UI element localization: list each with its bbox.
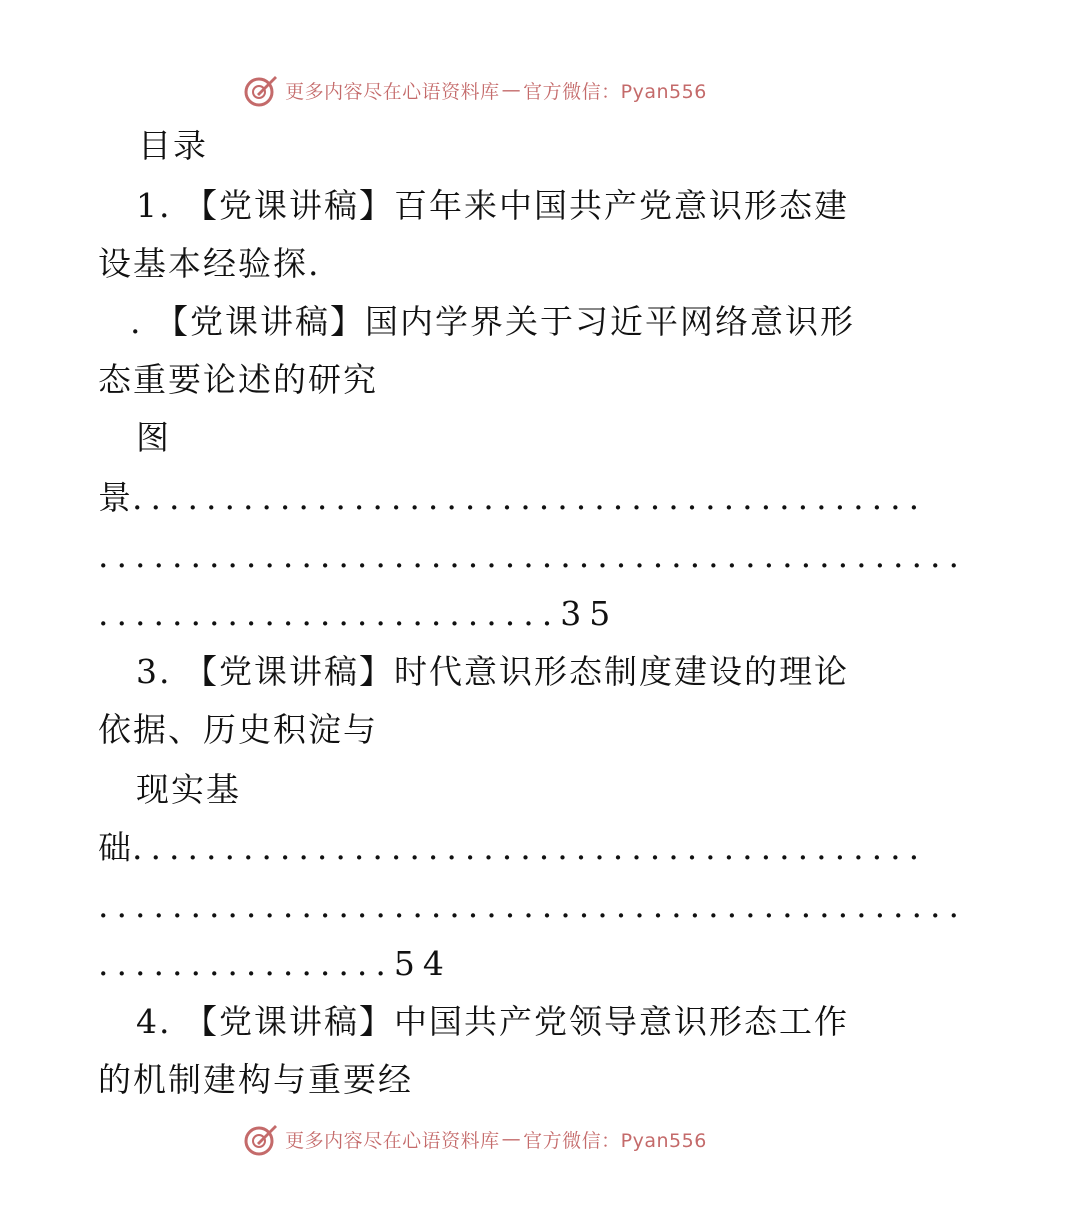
toc-item-2-page-number[interactable]: .........................35 — [98, 594, 619, 633]
toc-item-2-lead: 景 — [98, 478, 133, 517]
watermark-link-text[interactable]: 更多内容尽在心语资料库 — [285, 80, 500, 103]
toc-item-4-line-1: 4. 【党课讲稿】中国共产党领导意识形态工作 — [136, 1002, 849, 1041]
header-watermark — [0, 68, 950, 112]
toc-item-3-lead: 础 — [98, 828, 133, 867]
toc-item-1-line-1: 1. 【党课讲稿】百年来中国共产党意识形态建 — [136, 186, 849, 225]
watermark-contact-text: 官方微信：Pyan556 — [523, 80, 707, 103]
toc-item-3-leader-dots-1: ........................................... — [132, 828, 928, 867]
quill-logo-icon — [243, 72, 279, 108]
watermark-link-text[interactable]: 更多内容尽在心语资料库 — [285, 1129, 500, 1152]
quill-logo-icon — [243, 1121, 279, 1157]
toc-item-3-page-number[interactable]: ................54 — [98, 944, 452, 983]
watermark-separator: — — [501, 79, 522, 101]
watermark-contact-text: 官方微信：Pyan556 — [523, 1129, 707, 1152]
toc-item-1-line-2: 设基本经验探. — [98, 244, 321, 283]
toc-item-3-line-3: 现实基 — [136, 770, 241, 809]
toc-item-4-line-2: 的机制建构与重要经 — [98, 1060, 413, 1099]
toc-item-2-leader-dots-2: ............................................... — [98, 536, 968, 575]
watermark-separator: — — [501, 1128, 522, 1150]
toc-item-3-line-1: 3. 【党课讲稿】时代意识形态制度建设的理论 — [136, 652, 849, 691]
toc-item-2-line-3: 图 — [136, 418, 171, 457]
toc-item-2-line-1: . 【党课讲稿】国内学界关于习近平网络意识形 — [130, 302, 855, 341]
toc-item-2-line-2: 态重要论述的研究 — [98, 360, 378, 399]
toc-heading: 目录 — [138, 126, 208, 165]
toc-item-3-line-2: 依据、历史积淀与 — [98, 710, 378, 749]
footer-watermark — [0, 1117, 950, 1161]
toc-item-2-leader-dots-1: ........................................... — [132, 478, 928, 517]
toc-item-3-leader-dots-2: ............................................... — [98, 886, 968, 925]
